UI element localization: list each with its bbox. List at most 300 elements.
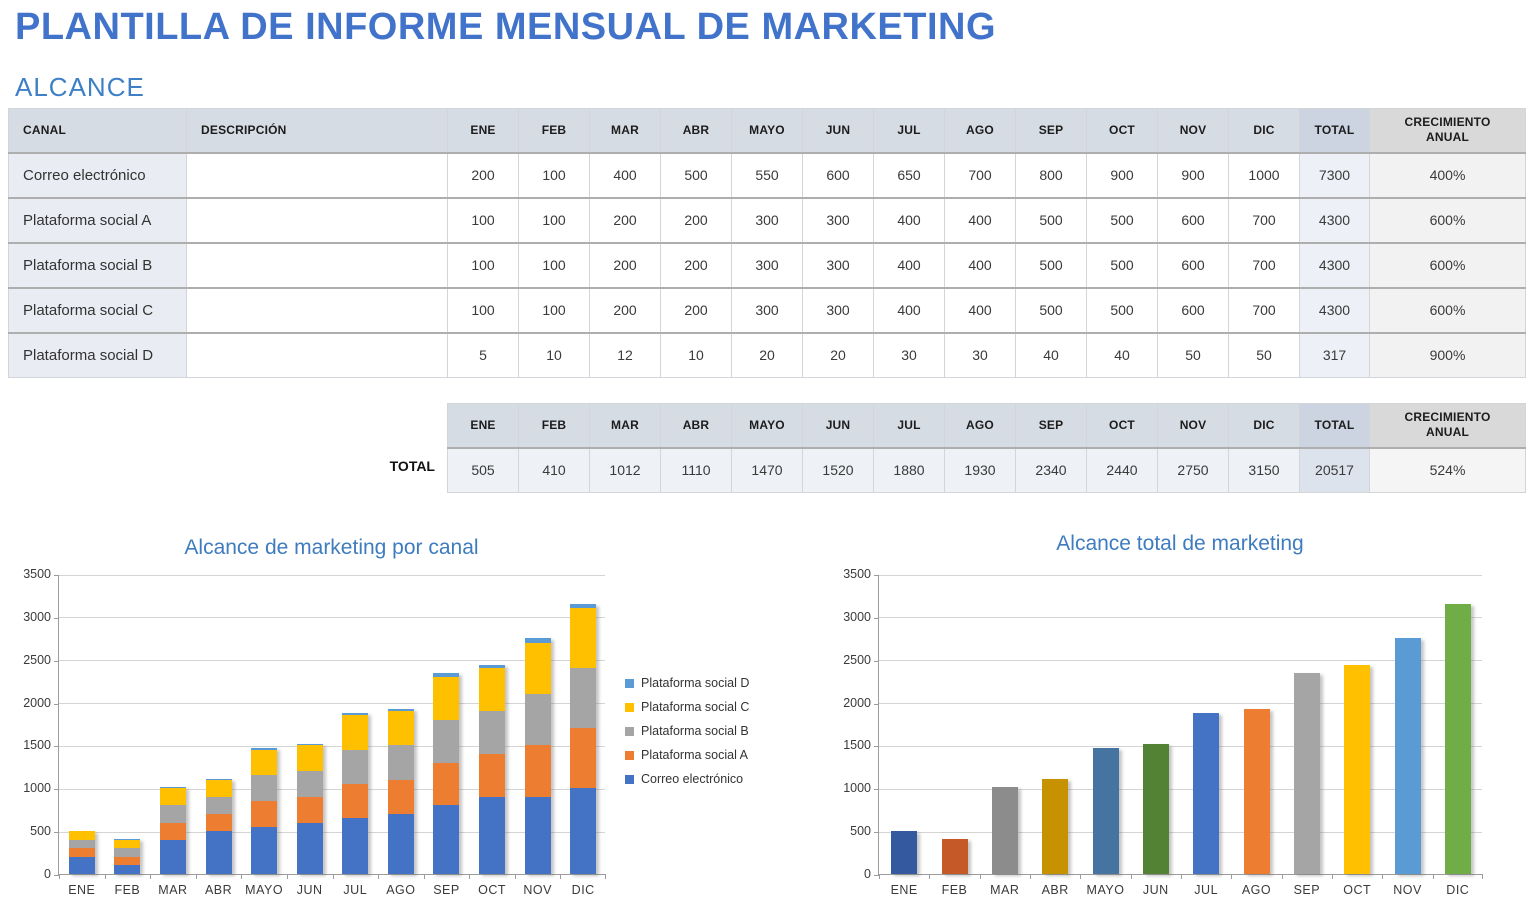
bar-segment: [433, 720, 459, 763]
bar-ene: [891, 831, 917, 874]
bar-segment: [69, 831, 95, 840]
bar-segment: [1193, 713, 1219, 874]
x-axis-tick: [196, 874, 197, 879]
y-axis-tick: [54, 661, 59, 662]
y-axis-label: 2500: [843, 652, 871, 667]
bar-segment: [525, 797, 551, 874]
x-axis-label: ENE: [890, 883, 918, 897]
legend-label: Correo electrónico: [641, 772, 744, 786]
bar-segment: [114, 865, 140, 874]
legend-label: Plataforma social A: [641, 748, 748, 762]
x-axis-tick: [1181, 874, 1182, 879]
bar-segment: [525, 694, 551, 745]
y-axis-label: 3000: [843, 609, 871, 624]
chart-plot-area: [23, 567, 605, 897]
value-cell-jun[interactable]: 300: [803, 243, 874, 288]
column-header-ene: ENE: [448, 109, 519, 153]
column-header-feb: FEB: [519, 109, 590, 153]
value-cell-ago[interactable]: 400: [945, 243, 1016, 288]
legend-item: [625, 724, 749, 738]
x-axis-label: DIC: [571, 883, 595, 897]
y-axis-label: 3500: [843, 567, 871, 581]
y-axis-tick: [54, 789, 59, 790]
legend-swatch: [625, 703, 634, 712]
total-value-cell-mayo[interactable]: 1470: [732, 448, 803, 493]
bar-segment: [160, 805, 186, 822]
x-axis-label: ABR: [204, 883, 233, 897]
x-axis-tick: [333, 874, 334, 879]
annual-growth-cell[interactable]: 600%: [1370, 243, 1526, 288]
legend-swatch: [625, 751, 634, 760]
bar-segment: [69, 857, 95, 874]
chart-legend: [625, 676, 749, 796]
bar-segment: [570, 788, 596, 874]
table-row: [9, 198, 1526, 243]
column-header-dic: DIC: [1229, 109, 1300, 153]
bar-dic: [1445, 604, 1471, 874]
value-cell-sep[interactable]: 500: [1016, 288, 1087, 333]
x-axis-label: MAYO: [245, 883, 284, 897]
chart-plot-area: [843, 567, 1482, 897]
bar-segment: [479, 754, 505, 797]
legend-swatch: [625, 727, 634, 736]
value-cell-nov[interactable]: 900: [1158, 153, 1229, 198]
y-axis-tick: [874, 746, 879, 747]
column-header-mayo: MAYO: [732, 404, 803, 448]
total-value-cell-dic[interactable]: 3150: [1229, 448, 1300, 493]
legend-label: Plataforma social C: [641, 700, 750, 714]
table-row: [9, 243, 1526, 288]
bar-mar: [992, 787, 1018, 874]
bar-segment: [297, 771, 323, 797]
description-cell[interactable]: [187, 288, 448, 333]
value-cell-mar[interactable]: 12: [590, 333, 661, 378]
total-table-header: [448, 404, 1526, 448]
value-cell-mayo[interactable]: 300: [732, 243, 803, 288]
column-header-sep: SEP: [1016, 404, 1087, 448]
total-value-cell-oct[interactable]: 2440: [1087, 448, 1158, 493]
row-total-cell[interactable]: 7300: [1300, 153, 1370, 198]
column-header-sep: SEP: [1016, 109, 1087, 153]
y-axis-label: 500: [850, 824, 871, 839]
bar-segment: [251, 775, 277, 801]
value-cell-dic[interactable]: 1000: [1229, 153, 1300, 198]
description-cell[interactable]: [187, 153, 448, 198]
bar-segment: [479, 711, 505, 754]
bar-segment: [342, 784, 368, 818]
legend-label: Plataforma social B: [641, 724, 749, 738]
bar-segment: [160, 823, 186, 840]
value-cell-ago[interactable]: 400: [945, 288, 1016, 333]
y-axis-label: 0: [44, 867, 51, 881]
total-value-cell-jul[interactable]: 1880: [874, 448, 945, 493]
column-header-oct: OCT: [1087, 404, 1158, 448]
grand-total-cell[interactable]: 20517: [1300, 448, 1370, 493]
total-value-cell-mar[interactable]: 1012: [590, 448, 661, 493]
value-cell-nov[interactable]: 600: [1158, 243, 1229, 288]
value-cell-abr[interactable]: 200: [661, 198, 732, 243]
total-value-cell-feb[interactable]: 410: [519, 448, 590, 493]
column-header-jun: JUN: [803, 404, 874, 448]
bar-mayo: [1093, 748, 1119, 874]
x-axis-tick: [1231, 874, 1232, 879]
value-cell-mayo[interactable]: 550: [732, 153, 803, 198]
x-axis-label: MAR: [990, 883, 1020, 897]
x-axis-label: ABR: [1041, 883, 1069, 897]
table-row: [9, 333, 1526, 378]
bar-ago: [1244, 709, 1270, 874]
x-axis-label: AGO: [386, 883, 416, 897]
value-cell-jun[interactable]: 300: [803, 198, 874, 243]
total-row: [448, 448, 1526, 493]
annual-growth-cell[interactable]: 900%: [1370, 333, 1526, 378]
bar-segment: [114, 840, 140, 849]
channel-name-cell[interactable]: Correo electrónico: [9, 153, 187, 198]
bar-segment: [388, 711, 414, 745]
gridline: [59, 789, 605, 790]
reach-table-body: [9, 153, 1526, 378]
reach-table-header: [9, 109, 1526, 153]
value-cell-ago[interactable]: 400: [945, 198, 1016, 243]
y-axis-label: 1500: [843, 738, 871, 753]
bar-segment: [388, 814, 414, 874]
total-value-cell-jun[interactable]: 1520: [803, 448, 874, 493]
value-cell-ene[interactable]: 200: [448, 153, 519, 198]
chart-title-total-reach: Alcance total de marketing: [1056, 532, 1304, 555]
row-total-cell[interactable]: 4300: [1300, 288, 1370, 333]
y-axis-label: 3000: [23, 609, 51, 624]
bar-segment: [206, 831, 232, 874]
value-cell-ene[interactable]: 100: [448, 198, 519, 243]
gridline: [59, 575, 605, 576]
x-axis-label: MAYO: [1086, 883, 1125, 897]
gridline: [59, 617, 605, 618]
bar-segment: [342, 818, 368, 874]
row-total-cell[interactable]: 4300: [1300, 198, 1370, 243]
value-cell-sep[interactable]: 40: [1016, 333, 1087, 378]
x-axis-tick: [980, 874, 981, 879]
value-cell-mayo[interactable]: 300: [732, 198, 803, 243]
annual-growth-cell[interactable]: 600%: [1370, 288, 1526, 333]
total-value-cell-nov[interactable]: 2750: [1158, 448, 1229, 493]
column-header-mar: MAR: [590, 404, 661, 448]
bar-segment: [251, 750, 277, 776]
bar-segment: [206, 780, 232, 797]
description-cell[interactable]: [187, 243, 448, 288]
x-axis-label: JUL: [1194, 883, 1219, 897]
x-axis-label: SEP: [1293, 883, 1321, 897]
bar-abr: [1042, 779, 1068, 874]
value-cell-sep[interactable]: 500: [1016, 198, 1087, 243]
bar-mayo: [251, 748, 277, 874]
x-axis-tick: [1282, 874, 1283, 879]
x-axis-label: NOV: [1393, 883, 1422, 897]
reach-table: [8, 108, 1526, 378]
column-header-dic: DIC: [1229, 404, 1300, 448]
value-cell-abr[interactable]: 200: [661, 243, 732, 288]
y-axis-tick: [54, 746, 59, 747]
page-title: PLANTILLA DE INFORME MENSUAL DE MARKETING: [15, 6, 997, 48]
chart-total-reach: [820, 530, 1533, 913]
annual-growth-cell[interactable]: 600%: [1370, 198, 1526, 243]
y-axis-tick: [874, 575, 879, 576]
x-axis-tick: [1482, 874, 1483, 879]
column-header-mayo: MAYO: [732, 109, 803, 153]
value-cell-abr[interactable]: 10: [661, 333, 732, 378]
column-header-abr: ABR: [661, 404, 732, 448]
value-cell-sep[interactable]: 800: [1016, 153, 1087, 198]
total-table: [447, 403, 1526, 493]
x-axis-tick: [241, 874, 242, 879]
value-cell-jun[interactable]: 300: [803, 288, 874, 333]
x-axis-label: AGO: [1241, 883, 1272, 897]
section-title: ALCANCE: [15, 72, 145, 102]
column-header-canal: CANAL: [9, 109, 187, 153]
legend-item: [625, 772, 749, 786]
value-cell-jun[interactable]: 20: [803, 333, 874, 378]
value-cell-dic[interactable]: 700: [1229, 198, 1300, 243]
column-header-jun: JUN: [803, 109, 874, 153]
x-axis-label: MAR: [158, 883, 188, 897]
bar-jul: [342, 713, 368, 874]
value-cell-feb[interactable]: 100: [519, 198, 590, 243]
value-cell-ago[interactable]: 700: [945, 153, 1016, 198]
value-cell-ene[interactable]: 5: [448, 333, 519, 378]
y-axis-tick: [54, 575, 59, 576]
x-axis-label: OCT: [478, 883, 506, 897]
y-axis-tick: [874, 661, 879, 662]
value-cell-feb[interactable]: 100: [519, 243, 590, 288]
legend-swatch: [625, 775, 634, 784]
total-table-body: [448, 448, 1526, 493]
annual-growth-cell[interactable]: 400%: [1370, 153, 1526, 198]
bar-segment: [433, 805, 459, 874]
x-axis-tick: [105, 874, 106, 879]
value-cell-abr[interactable]: 500: [661, 153, 732, 198]
bar-nov: [525, 638, 551, 874]
x-axis-label: FEB: [941, 883, 968, 897]
total-value-cell-ago[interactable]: 1930: [945, 448, 1016, 493]
gridline: [59, 703, 605, 704]
y-axis-label: 0: [864, 867, 871, 881]
bar-feb: [114, 839, 140, 874]
y-axis-tick: [874, 789, 879, 790]
bar-segment: [479, 797, 505, 874]
y-axis-tick: [874, 704, 879, 705]
column-header-mar: MAR: [590, 109, 661, 153]
column-header-jul: JUL: [874, 109, 945, 153]
row-total-cell[interactable]: 317: [1300, 333, 1370, 378]
gridline: [879, 575, 1482, 576]
legend-item: [625, 676, 749, 690]
channel-name-cell[interactable]: Plataforma social C: [9, 288, 187, 333]
total-value-cell-ene[interactable]: 505: [448, 448, 519, 493]
gridline: [59, 832, 605, 833]
bar-segment: [297, 797, 323, 823]
value-cell-oct[interactable]: 500: [1087, 198, 1158, 243]
value-cell-ene[interactable]: 100: [448, 288, 519, 333]
value-cell-dic[interactable]: 50: [1229, 333, 1300, 378]
description-cell[interactable]: [187, 333, 448, 378]
x-axis-tick: [469, 874, 470, 879]
table-row: [9, 153, 1526, 198]
gridline: [879, 660, 1482, 661]
y-axis-tick: [874, 832, 879, 833]
value-cell-mar[interactable]: 200: [590, 198, 661, 243]
value-cell-ene[interactable]: 100: [448, 243, 519, 288]
description-cell[interactable]: [187, 198, 448, 243]
x-axis-tick: [929, 874, 930, 879]
row-total-cell[interactable]: 4300: [1300, 243, 1370, 288]
bar-jun: [297, 744, 323, 874]
bar-segment: [297, 745, 323, 771]
column-header-ene: ENE: [448, 404, 519, 448]
bar-segment: [251, 801, 277, 827]
bar-segment: [388, 780, 414, 814]
value-cell-nov[interactable]: 50: [1158, 333, 1229, 378]
bar-segment: [891, 831, 917, 874]
chart-title-reach-by-channel: Alcance de marketing por canal: [184, 536, 479, 559]
value-cell-feb[interactable]: 100: [519, 153, 590, 198]
gridline: [59, 746, 605, 747]
bar-segment: [388, 745, 414, 779]
bar-segment: [525, 745, 551, 796]
bar-segment: [160, 788, 186, 805]
bar-segment: [69, 840, 95, 849]
value-cell-feb[interactable]: 10: [519, 333, 590, 378]
value-cell-jul[interactable]: 30: [874, 333, 945, 378]
gridline: [879, 746, 1482, 747]
bar-segment: [433, 763, 459, 806]
x-axis-tick: [1030, 874, 1031, 879]
x-axis-tick: [378, 874, 379, 879]
total-value-cell-abr[interactable]: 1110: [661, 448, 732, 493]
chart-reach-by-channel: [8, 530, 798, 913]
bar-oct: [479, 665, 505, 874]
bar-jun: [1143, 744, 1169, 874]
column-header-descripcion: DESCRIPCIÓN: [187, 109, 448, 153]
bar-ene: [69, 831, 95, 874]
value-cell-oct[interactable]: 900: [1087, 153, 1158, 198]
x-axis-tick: [150, 874, 151, 879]
legend-label: Plataforma social D: [641, 676, 750, 690]
y-axis-label: 1000: [23, 781, 51, 796]
legend-item: [625, 748, 749, 762]
value-cell-dic[interactable]: 700: [1229, 243, 1300, 288]
bar-segment: [342, 750, 368, 784]
value-cell-mar[interactable]: 200: [590, 243, 661, 288]
channel-name-cell[interactable]: Plataforma social D: [9, 333, 187, 378]
y-axis-tick: [874, 618, 879, 619]
bar-segment: [992, 787, 1018, 874]
bar-feb: [942, 839, 968, 874]
x-axis-tick: [1332, 874, 1333, 879]
bar-segment: [1445, 604, 1471, 874]
value-cell-jul[interactable]: 400: [874, 198, 945, 243]
column-header-total: TOTAL: [1300, 404, 1370, 448]
column-header-crecimiento-anual: CRECIMIENTO ANUAL: [1370, 404, 1526, 448]
column-header-nov: NOV: [1158, 109, 1229, 153]
value-cell-feb[interactable]: 100: [519, 288, 590, 333]
value-cell-mar[interactable]: 200: [590, 288, 661, 333]
bar-segment: [1244, 709, 1270, 874]
column-header-ago: AGO: [945, 109, 1016, 153]
bar-segment: [1093, 748, 1119, 874]
gridline: [59, 660, 605, 661]
value-cell-jul[interactable]: 650: [874, 153, 945, 198]
bar-segment: [433, 677, 459, 720]
x-axis-tick: [1131, 874, 1132, 879]
value-cell-abr[interactable]: 200: [661, 288, 732, 333]
legend-item: [625, 700, 749, 714]
x-axis-label: JUN: [296, 883, 323, 897]
bar-segment: [570, 728, 596, 788]
value-cell-jul[interactable]: 400: [874, 243, 945, 288]
value-cell-dic[interactable]: 700: [1229, 288, 1300, 333]
bar-segment: [1294, 673, 1320, 874]
y-axis-label: 2000: [23, 695, 51, 710]
channel-name-cell[interactable]: Plataforma social A: [9, 198, 187, 243]
value-cell-jul[interactable]: 400: [874, 288, 945, 333]
bar-segment: [251, 827, 277, 874]
bar-abr: [206, 779, 232, 874]
bar-segment: [114, 848, 140, 857]
column-header-total: TOTAL: [1300, 109, 1370, 153]
bar-segment: [342, 715, 368, 749]
bar-segment: [160, 840, 186, 874]
value-cell-nov[interactable]: 600: [1158, 198, 1229, 243]
x-axis-tick: [1433, 874, 1434, 879]
value-cell-jun[interactable]: 600: [803, 153, 874, 198]
column-header-crecimiento-anual: CRECIMIENTO ANUAL: [1370, 109, 1526, 153]
channel-name-cell[interactable]: Plataforma social B: [9, 243, 187, 288]
x-axis-tick: [605, 874, 606, 879]
total-value-cell-sep[interactable]: 2340: [1016, 448, 1087, 493]
bar-mar: [160, 787, 186, 874]
x-axis-label: DIC: [1446, 883, 1470, 897]
y-axis-tick: [54, 832, 59, 833]
bar-segment: [479, 668, 505, 711]
total-annual-growth-cell[interactable]: 524%: [1370, 448, 1526, 493]
bar-segment: [206, 814, 232, 831]
x-axis-tick: [1382, 874, 1383, 879]
column-header-jul: JUL: [874, 404, 945, 448]
value-cell-oct[interactable]: 500: [1087, 288, 1158, 333]
value-cell-oct[interactable]: 40: [1087, 333, 1158, 378]
y-axis-label: 1500: [23, 738, 51, 753]
x-axis-label: FEB: [114, 883, 141, 897]
y-axis-tick: [54, 704, 59, 705]
bar-segment: [1042, 779, 1068, 874]
y-axis-label: 1000: [843, 781, 871, 796]
value-cell-oct[interactable]: 500: [1087, 243, 1158, 288]
value-cell-mar[interactable]: 400: [590, 153, 661, 198]
gridline: [879, 789, 1482, 790]
value-cell-mayo[interactable]: 20: [732, 333, 803, 378]
bar-jul: [1193, 713, 1219, 874]
x-axis-tick: [59, 874, 60, 879]
value-cell-sep[interactable]: 500: [1016, 243, 1087, 288]
column-header-oct: OCT: [1087, 109, 1158, 153]
column-header-abr: ABR: [661, 109, 732, 153]
value-cell-ago[interactable]: 30: [945, 333, 1016, 378]
x-axis-tick: [1080, 874, 1081, 879]
x-axis-tick: [879, 874, 880, 879]
bar-segment: [570, 608, 596, 668]
value-cell-nov[interactable]: 600: [1158, 288, 1229, 333]
value-cell-mayo[interactable]: 300: [732, 288, 803, 333]
y-axis-label: 3500: [23, 567, 51, 581]
